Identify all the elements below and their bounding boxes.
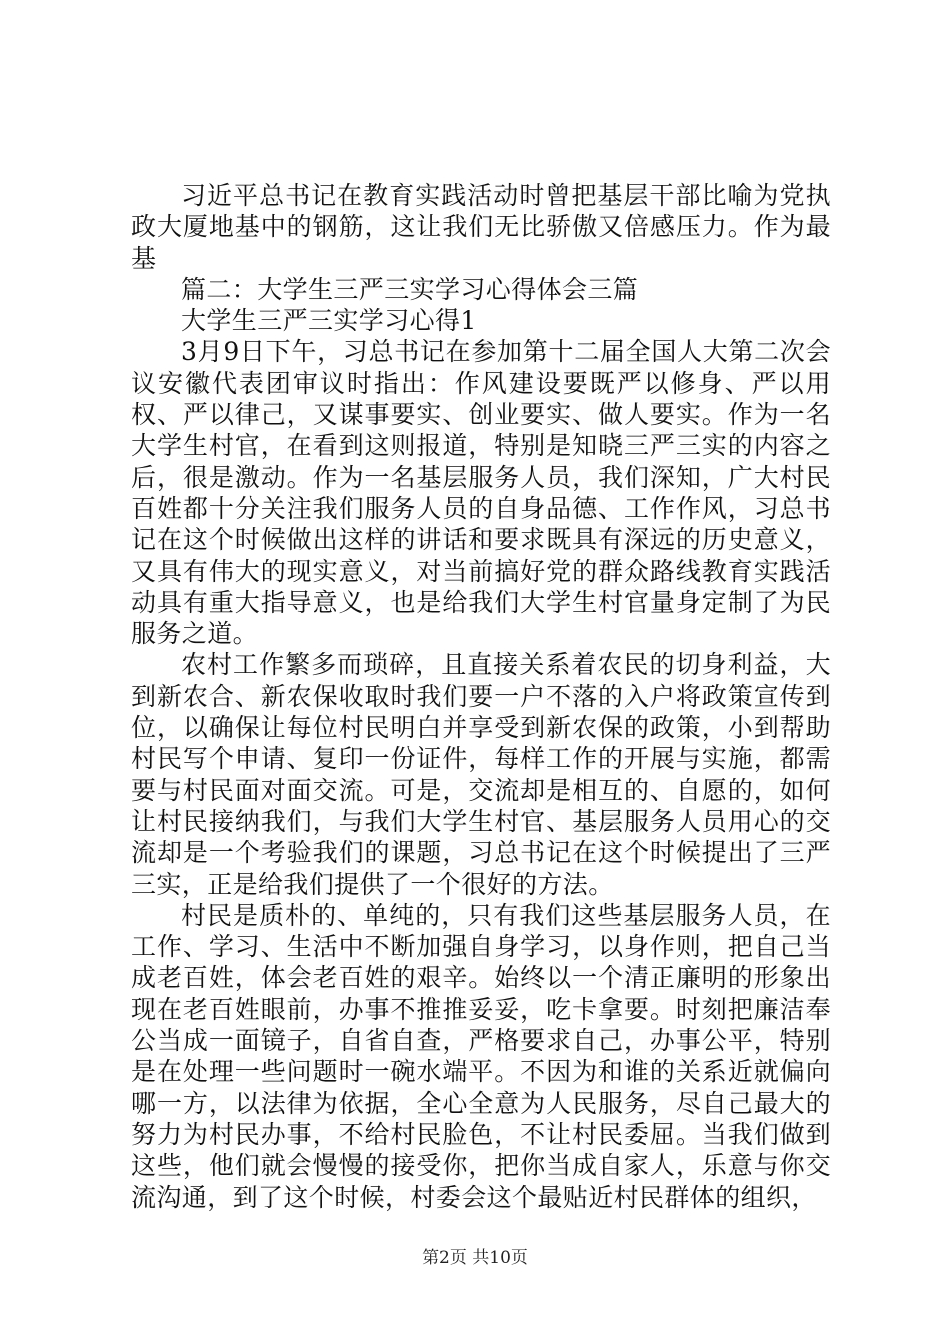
paragraph-body-2: 农村工作繁多而琐碎，且直接关系着农民的切身利益，大到新农合、新农保收取时我们要一户不落的入户将政策宣传到位，以确保让每位村民明白并享受到新农保的政策，小到帮助村民写个申请、复印一份证件，每样工作的开展与实施，都需要与村民面对面交流。可是，交流却是相互的、自愿的，如何让村民接纳我们，与我们大学生村官、基层服务人员用心的交流却是一个考验我们的课题，习总书记在这个时候提出了三严三实，正是给我们提供了一个很好的方法。 xyxy=(131,650,831,899)
page-number-footer: 第2页 共10页 xyxy=(422,1248,528,1268)
paragraph-body-3: 村民是质朴的、单纯的，只有我们这些基层服务人员，在工作、学习、生活中不断加强自身学习，以身作则，把自己当成老百姓，体会老百姓的艰辛。始终以一个清正廉明的形象出现在老百姓眼前，办事不推推妥妥，吃卡拿要。时刻把廉洁奉公当成一面镜子，自省自查，严格要求自己，办事公平，特别是在处理一些问题时一碗水端平。不因为和谁的关系近就偏向哪一方，以法律为依据，全心全意为人民服务，尽自己最大的努力为村民办事，不给村民脸色，不让村民委屈。当我们做到这些，他们就会慢慢的接受你，把你当成自家人，乐意与你交流沟通，到了这个时候，村委会这个最贴近村民群体的组织， xyxy=(131,900,831,1212)
subsection-heading: 大学生三严三实学习心得1 xyxy=(181,306,477,336)
document-body xyxy=(131,180,831,1213)
paragraph-body-1: 3月9日下午，习总书记在参加第十二届全国人大第二次会议安徽代表团审议时指出：作风建设要既严以修身、严以用权、严以律己，又谋事要实、创业要实、做人要实。作为一名大学生村官，在看到这则报道，特别是知晓三严三实的内容之后，很是激动。作为一名基层服务人员，我们深知，广大村民百姓都十分关注我们服务人员的自身品德、工作作风，习总书记在这个时候做出这样的讲话和要求既具有深远的历史意义，又具有伟大的现实意义，对当前搞好党的群众路线教育实践活动具有重大指导意义，也是给我们大学生村官量身定制了为民服务之道。 xyxy=(131,337,831,649)
paragraph-intro: 习近平总书记在教育实践活动时曾把基层干部比喻为党执政大厦地基中的钢筋，这让我们无比骄傲又倍感压力。作为最基 xyxy=(131,181,831,273)
section-heading: 篇二：大学生三严三实学习心得体会三篇 xyxy=(181,274,639,304)
